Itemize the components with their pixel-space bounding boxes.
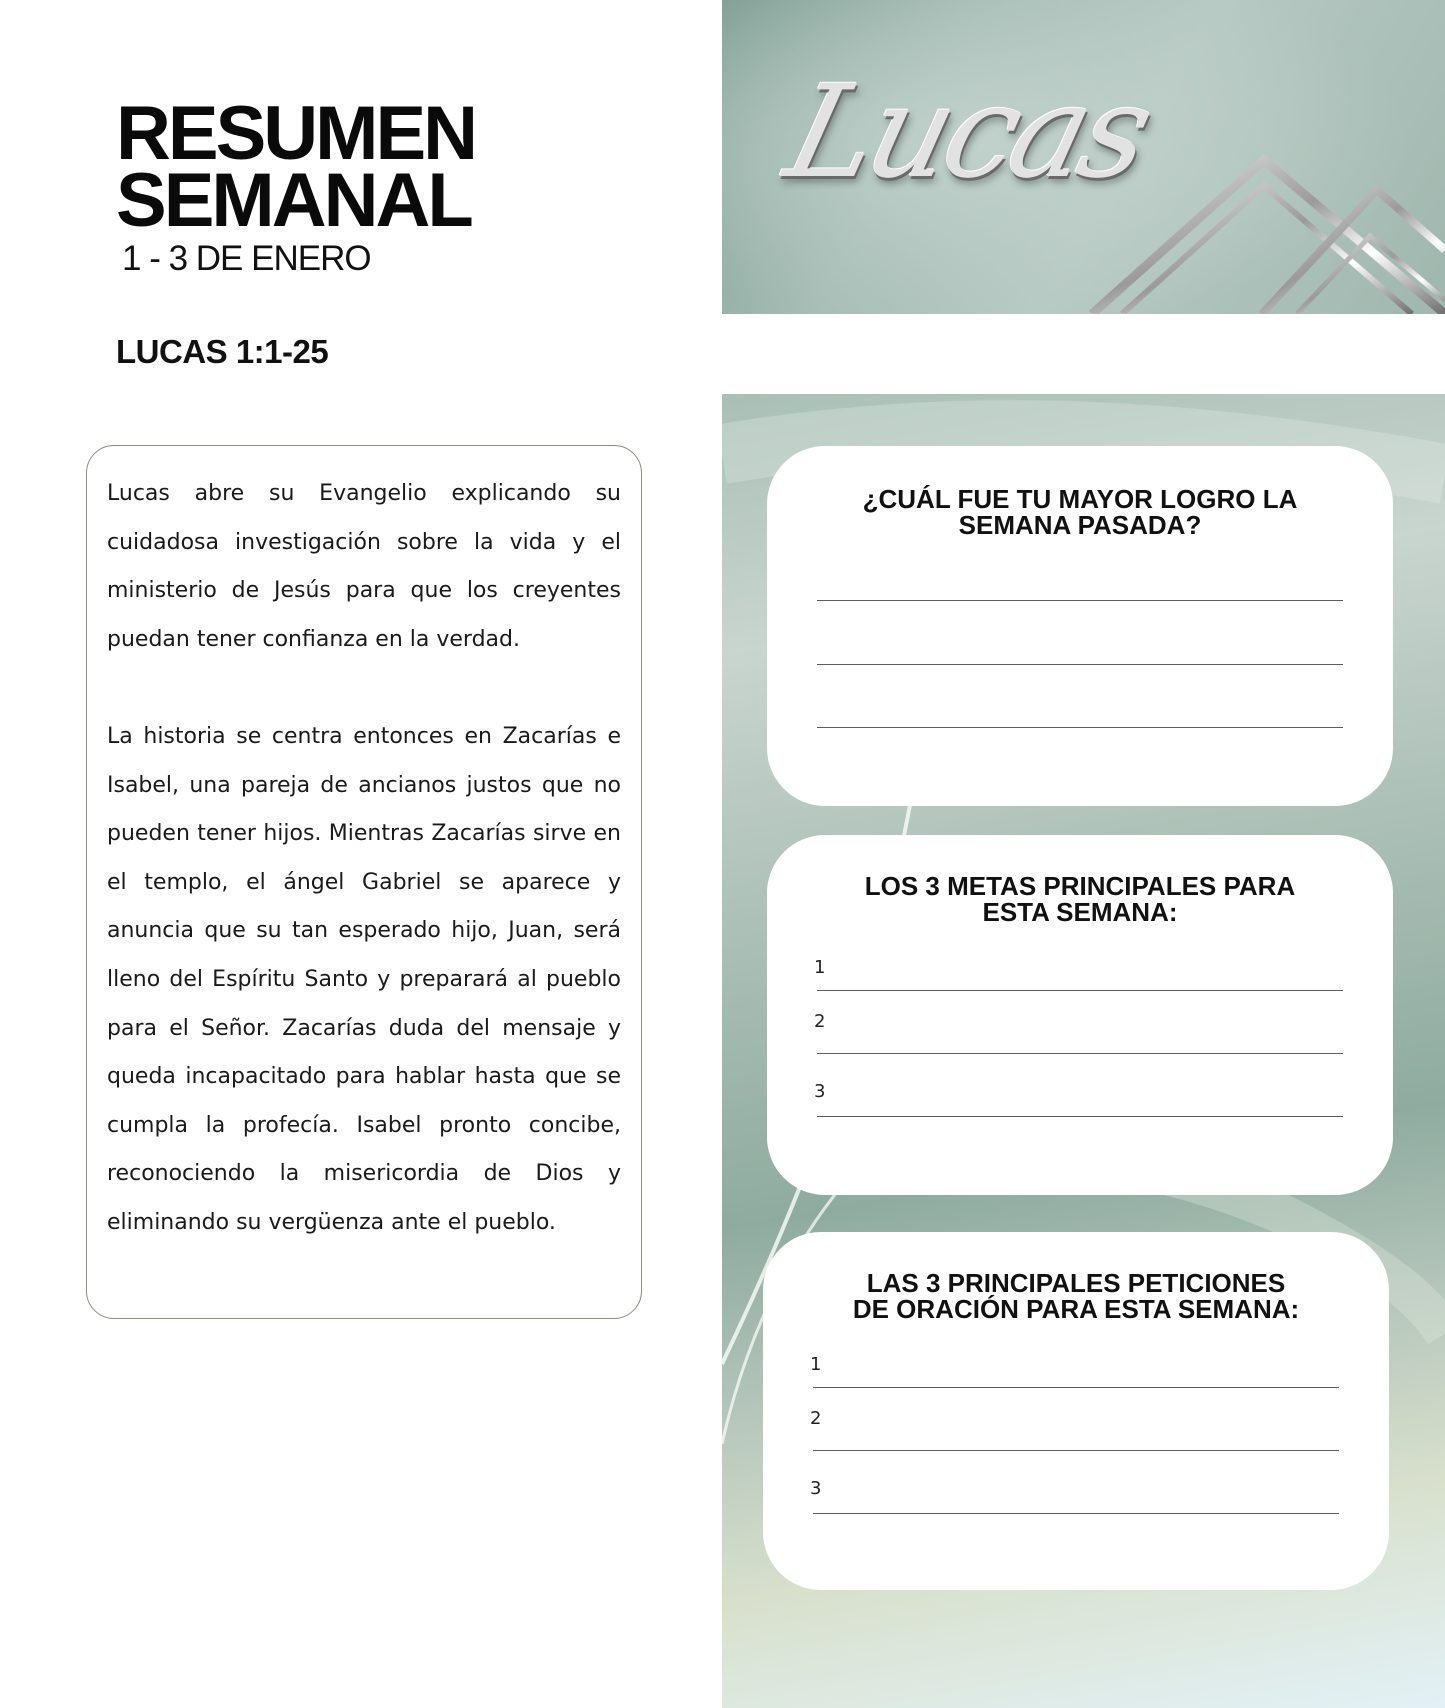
summary-paragraph-1: Lucas abre su Evangelio explicando su cuidadosa investigación sobre la vida y el ministerio de Jesús para que los creyentes puedan tener confianza en la verdad. <box>107 481 621 652</box>
goals-card <box>767 835 1393 1195</box>
scripture-reference: LUCAS 1:1-25 <box>116 333 329 370</box>
goal-number: 2 <box>814 1011 826 1032</box>
date-range: 1 - 3 DE ENERO <box>122 239 371 278</box>
prayer-card-title: LAS 3 PRINCIPALES PETICIONES DE ORACIÓN PARA ESTA SEMANA: <box>852 1268 1300 1324</box>
achievement-card <box>767 446 1393 806</box>
lucas-script-title: Lucas <box>773 58 1162 207</box>
prayer-line[interactable] <box>813 1387 1339 1388</box>
prayer-number: 2 <box>810 1408 822 1429</box>
goal-number: 1 <box>814 957 826 978</box>
page-title: RESUMEN SEMANAL <box>116 91 476 243</box>
prayer-line[interactable] <box>813 1513 1339 1514</box>
prayer-number: 1 <box>810 1354 822 1375</box>
goal-line[interactable] <box>817 990 1343 991</box>
answer-line[interactable] <box>817 664 1343 665</box>
goal-line[interactable] <box>817 1116 1343 1117</box>
summary-paragraph-2: La historia se centra entonces en Zacarías e Isabel, una pareja de ancianos justos que no pueden tener hijos. Mientras Zacarías sirve en el templo, el ángel Gabriel se aparece y anuncia que su tan esperado hijo, Juan, será lleno del Espíritu Santo y preparará al pueblo para el Señor. Zacarías duda del mensaje y queda incapacitado para hablar hasta que se cumpla la profecía. Isabel pronto concibe, reconociendo la misericordia de Dios y eliminando su vergüenza ante el pueblo. <box>107 723 621 1235</box>
lucas-hero-image <box>722 0 1445 314</box>
goal-number: 3 <box>814 1081 826 1102</box>
prayer-card <box>763 1232 1389 1590</box>
goal-line[interactable] <box>817 1053 1343 1054</box>
prayer-line[interactable] <box>813 1450 1339 1451</box>
prayer-number: 3 <box>810 1478 822 1499</box>
goals-card-title: LOS 3 METAS PRINCIPALES PARA ESTA SEMANA: <box>864 871 1296 927</box>
achievement-card-title: ¿CUÁL FUE TU MAYOR LOGRO LA SEMANA PASADA? <box>862 484 1298 540</box>
summary-box <box>86 445 642 1319</box>
answer-line[interactable] <box>817 727 1343 728</box>
journal-panel <box>722 394 1445 1708</box>
answer-line[interactable] <box>817 600 1343 601</box>
